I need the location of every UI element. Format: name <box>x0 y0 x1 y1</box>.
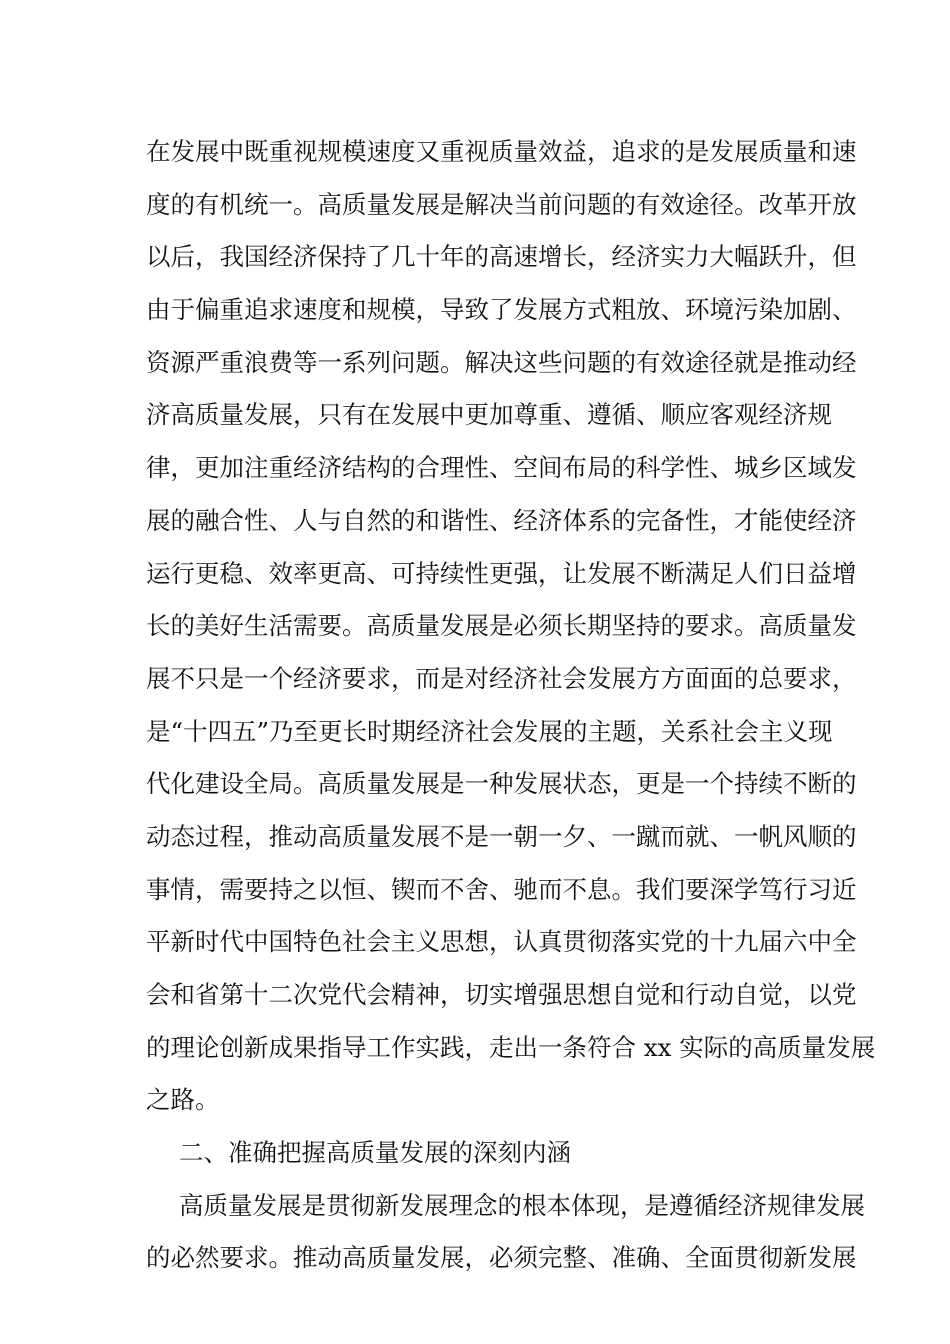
text-line: 是“十四五”乃至更长时期经济社会发展的主题，关系社会主义现 <box>146 716 833 746</box>
text-line: 动态过程，推动高质量发展不是一朝一夕、一蹴而就、一帆风顺的 <box>146 821 857 851</box>
text-line: 高质量发展是贯彻新发展理念的根本体现，是遵循经济规律发展 <box>179 1190 865 1220</box>
text-line: 的必然要求。推动高质量发展，必须完整、准确、全面贯彻新发展 <box>146 1243 857 1273</box>
text-line: 长的美好生活需要。高质量发展是必须长期坚持的要求。高质量发 <box>146 611 857 641</box>
text-line: 代化建设全局。高质量发展是一种发展状态，更是一个持续不断的 <box>146 769 857 799</box>
text-line: 展的融合性、人与自然的和谐性、经济体系的完备性，才能使经济 <box>146 505 857 535</box>
text-line: 之路。 <box>146 1085 220 1115</box>
body-text <box>146 126 876 1285</box>
text-line: 运行更稳、效率更高、可持续性更强，让发展不断满足人们日益增 <box>146 558 857 588</box>
section-heading: 二、准确把握高质量发展的深刻内涵 <box>179 1138 571 1168</box>
text-line: 会和省第十二次党代会精神，切实增强思想自觉和行动自觉，以党 <box>146 980 857 1009</box>
text-line: 资源严重浪费等一系列问题。解决这些问题的有效途径就是推动经 <box>146 347 857 377</box>
text-line: 事情，需要持之以恒、锲而不舍、驰而不息。我们要深学笃行习近 <box>146 874 857 904</box>
text-line: 律，更加注重经济结构的合理性、空间布局的科学性、城乡区域发 <box>146 453 857 483</box>
text-line: 由于偏重追求速度和规模，导致了发展方式粗放、环境污染加剧、 <box>146 295 857 325</box>
text-line: 的理论创新成果指导工作实践，走出一条符合 xx 实际的高质量发展 <box>146 1032 876 1062</box>
text-line: 以后，我国经济保持了几十年的高速增长，经济实力大幅跃升，但 <box>146 242 857 272</box>
text-line: 度的有机统一。高质量发展是解决当前问题的有效途径。改革开放 <box>146 189 857 219</box>
text-line: 平新时代中国特色社会主义思想，认真贯彻落实党的十九届六中全 <box>146 927 857 957</box>
text-line: 在发展中既重视规模速度又重视质量效益，追求的是发展质量和速 <box>146 137 857 166</box>
text-line: 济高质量发展，只有在发展中更加尊重、遵循、顺应客观经济规 <box>146 400 832 430</box>
text-line: 展不只是一个经济要求，而是对经济社会发展方方面面的总要求， <box>146 663 857 693</box>
